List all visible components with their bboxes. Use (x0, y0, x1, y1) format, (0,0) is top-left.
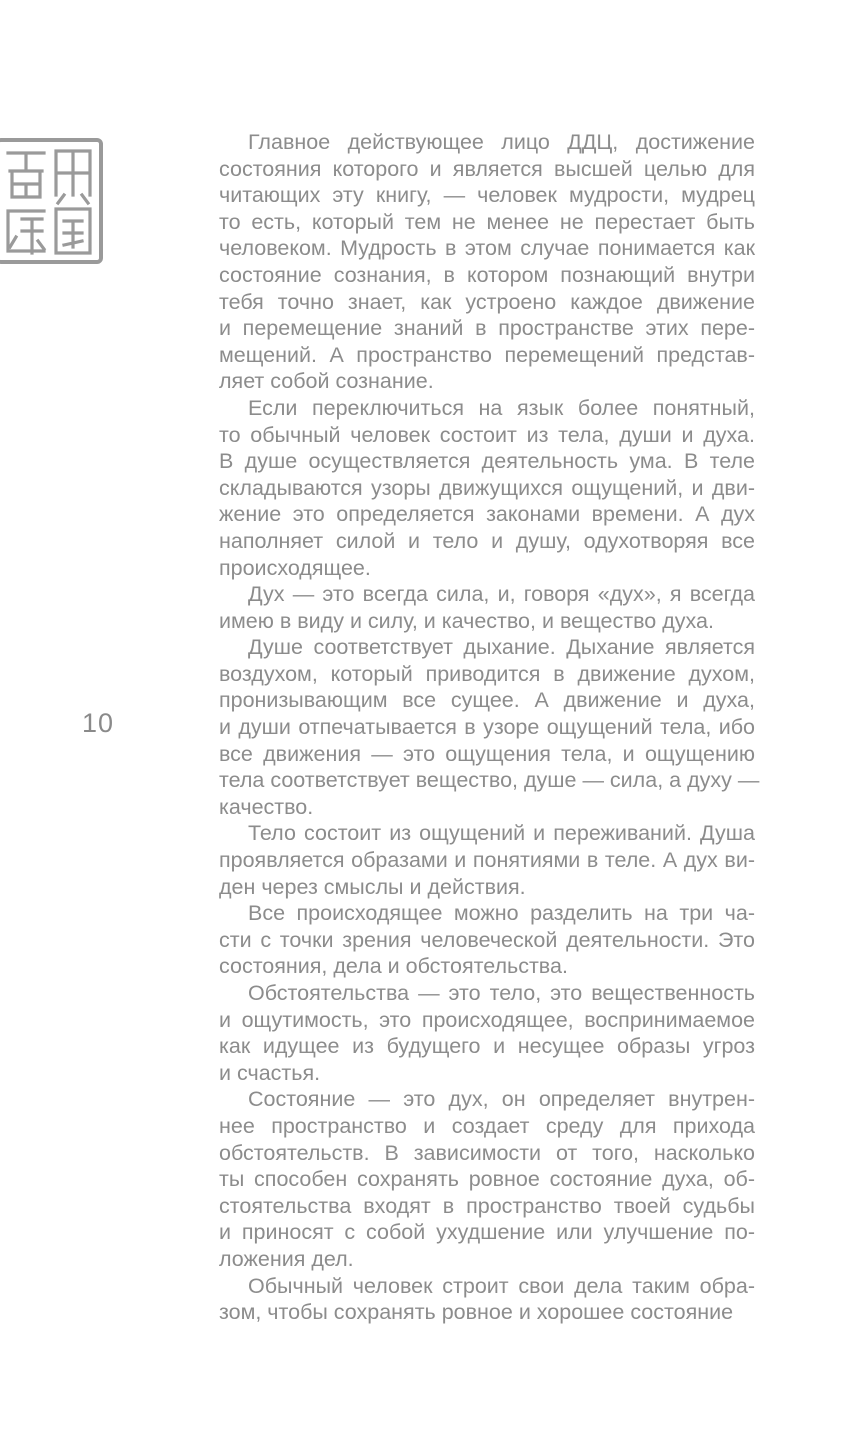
text-line: Дух — это всегда сила, и, говоря «дух», я всегда (248, 582, 755, 607)
text-line: состояния, дела и обстоятельства. (219, 954, 568, 979)
text-line: все движения — это ощущения тела, и ощущению (219, 741, 755, 766)
paragraph (219, 1273, 755, 1326)
paragraph (219, 980, 755, 1086)
paragraph (219, 900, 755, 980)
paragraph (219, 129, 755, 395)
text-line: сти с точки зрения человеческой деятельности. Это (219, 927, 755, 952)
text-line: читающих эту книгу, — человек мудрости, мудрец (219, 183, 755, 208)
chinese-seal-stamp (0, 137, 104, 265)
text-line: Если переключиться на язык более понятный, (248, 395, 755, 420)
text-line: ден через смыслы и действия. (219, 874, 526, 899)
text-line: и перемещение знаний в пространстве этих пере- (219, 316, 755, 341)
text-line: пронизывающим все сущее. А движение и духа, (219, 688, 755, 713)
text-line: и ощутимость, это происходящее, воспринимаемое (219, 1007, 755, 1032)
text-line: наполняет силой и тело и душу, одухотворяя все (219, 528, 755, 553)
text-line: нее пространство и создает среду для прихода (219, 1113, 755, 1138)
text-line: жение это определяется законами времени. А дух (219, 502, 755, 527)
text-line: ты способен сохранять ровное состояние духа, об- (219, 1167, 755, 1192)
text-line: В душе осуществляется деятельность ума. В теле (219, 449, 755, 474)
text-line: Состояние — это дух, он определяет внутрен- (248, 1087, 755, 1112)
text-line: состояния которого и является высшей целью для (219, 156, 755, 181)
text-line: состояние сознания, в котором познающий внутри (219, 262, 755, 287)
text-line: тебя точно знает, как устроено каждое движение (219, 289, 755, 314)
text-line: Обстоятельства — это тело, это вещественность (248, 981, 755, 1005)
text-line: происходящее. (219, 555, 371, 580)
text-line: стоятельства входят в пространство твоей судьбы (219, 1193, 755, 1218)
text-line: проявляется образами и понятиями в теле. А дух ви- (219, 848, 755, 873)
text-line: обстоятельств. В зависимости от того, насколько (219, 1140, 755, 1165)
paragraph (219, 581, 755, 634)
text-line: воздухом, который приводится в движение духом, (219, 661, 755, 686)
text-line: то есть, который тем не менее не перестает быть (219, 209, 755, 234)
text-line: складываются узоры движущихся ощущений, и дви- (219, 475, 755, 500)
text-line: Обычный человек строит свои дела таким обра- (248, 1273, 755, 1298)
page-number: 10 (82, 708, 115, 738)
text-line: тела соответствует вещество, душе — сила, а духу — (219, 768, 760, 793)
text-line: качество. (219, 794, 314, 819)
paragraph (219, 820, 755, 900)
text-line: и счастья. (219, 1060, 321, 1085)
text-line: Все происходящее можно разделить на три ча- (248, 901, 755, 926)
text-line: как идущее из будущего и несущее образы угроз (219, 1034, 755, 1059)
text-line: человеком. Мудрость в этом случае понимается как (219, 236, 755, 261)
text-line: ляет собой сознание. (219, 369, 434, 394)
text-line: мещений. А пространство перемещений представ- (219, 342, 755, 367)
text-line: Тело состоит из ощущений и переживаний. Душа (248, 821, 755, 846)
text-line: то обычный человек состоит из тела, души и духа. (219, 422, 755, 447)
text-line: ложения дел. (219, 1246, 354, 1271)
body-text (219, 129, 760, 1326)
paragraph (219, 1086, 755, 1272)
text-line: имею в виду и силу, и качество, и вещество духа. (219, 608, 714, 633)
paragraph (219, 395, 755, 581)
text-line: Главное действующее лицо ДДЦ, достижение (248, 130, 755, 154)
text-line: и души отпечатывается в узоре ощущений тела, ибо (219, 715, 755, 740)
text-line: и приносят с собой ухудшение или улучшение по- (219, 1220, 755, 1245)
text-line: зом, чтобы сохранять ровное и хорошее состояние (219, 1300, 734, 1325)
paragraph (219, 634, 760, 820)
text-line: Душе соответствует дыхание. Дыхание является (248, 635, 755, 660)
